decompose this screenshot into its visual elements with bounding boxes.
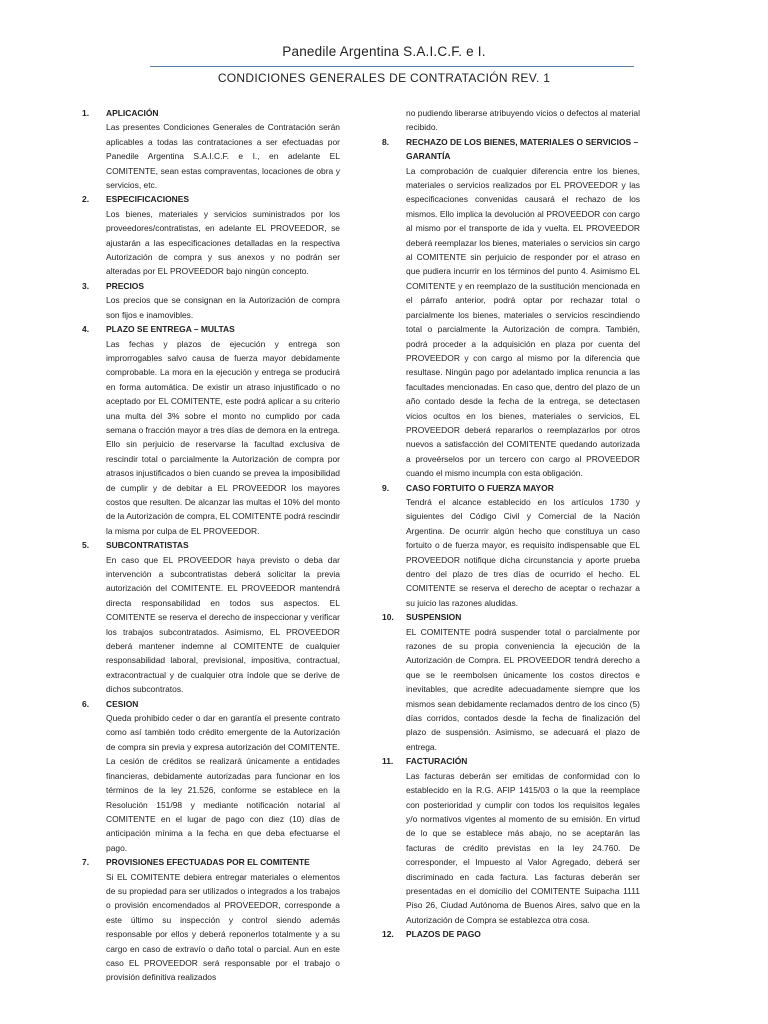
clause-title: FACTURACIÓN [406, 756, 468, 767]
clause-number: 12. [382, 929, 394, 940]
clause-number: 7. [82, 857, 90, 868]
clause-number: 10. [382, 612, 394, 623]
clause-5 [82, 538, 340, 696]
clause-title: PLAZO SE ENTREGA – MULTAS [106, 324, 235, 335]
clause-number: 11. [382, 756, 394, 767]
clause-number: 3. [82, 280, 90, 291]
clause-2 [82, 192, 340, 278]
clause-body: Las presentes Condiciones Generales de Contratación serán aplicables a todas las contrataciones a ser efectuadas por Panedile Argentina S.A.I.C.F. e I., en adelante EL COMITENTE, sean estas compraventas, locaciones de obra y servicios, etc. [106, 122, 340, 191]
clause-body: Queda prohibido ceder o dar en garantía el presente contrato como así también todo crédito emergente de la Autorización de compra sin previa y expresa autorización del COMITENTE. La cesión de créditos se realizará únicamente a entidades financieras, debidamente autorizadas para funcionar en los términos de la ley 21.526, conforme se establece en la Resolución 151/98 y mediante notificación notarial al COMITENTE en el lugar de pago con diez (10) días de anticipación mínima a la fecha en que deba efectuarse el pago. [106, 713, 340, 853]
clause-number: 6. [82, 698, 90, 709]
clause-body: Si EL COMITENTE debiera entregar materiales o elementos de su propiedad para ser utilizados o integrados a los trabajos o provisión encomendados al PROVEEDOR, corresponde a este último su inspección y control siendo además responsable por ellos y deberá reponerlos totalmente y a su cargo en caso de extravío o daño total o parcial. Aun en este caso EL PROVEEDOR será responsable por el trabajo o provisión definitiva realizados [106, 871, 340, 983]
clause-1 [82, 106, 340, 192]
clause-title: CESION [106, 698, 139, 709]
clause-11 [382, 754, 640, 927]
clause-body: La comprobación de cualquier diferencia entre los bienes, materiales o servicios realizados por EL PROVEEDOR y las especificaciones convenidas causará el rechazo de los mismos. Ello implica la devolución al PROVEEDOR con cargo al mismo por el transporte de ida y vuelta. EL PROVEEDOR deberá reemplazar los bienes, materiales o servicios sin cargo al COMITENTE sin perjuicio de responder por el atraso en que pudiera incurrir en los términos del punto 4. Asimismo EL COMITENTE y en reemplazo de la sustitución mencionada en el párrafo anterior, podrá optar por rechazar total o parcialmente los bienes, materiales o servicios rescindiendo total o parcialmente la Autorización de compra. También, podrá proceder a la adquisición en plaza por cuenta del PROVEEDOR y con cargo al mismo por la diferencia que resultase. Ningún pago por adelantado implica renuncia a las facultades mencionadas. En caso que, dentro del plazo de un año contado desde la fecha de la entrega, se detectasen vicios ocultos en los bienes, materiales o servicios, EL PROVEEDOR deberá repararlos o reemplazarlos por otros nuevos a satisfacción del COMITENTE quedando autorizada a proveérselos por un tercero con cargo al PROVEEDOR cuando el mismo incumpla con esta obligación. [406, 165, 640, 479]
company-name: Panedile Argentina S.A.I.C.F. e I. [282, 44, 486, 59]
clause-body: EL COMITENTE podrá suspender total o parcialmente por razones de su propia conveniencia la ejecución de la Autorización de Compra. EL PROVEEDOR tendrá derecho a que se le reembolsen únicamente los costos directos e inevitables, que acredite adecuadamente siempre que los mismos sean debidamente reclamados dentro de los cinco (5) días corridos, contados desde la fecha de finalización del plazo de suspensión. Asimismo, se adecuará el plazo de entrega. [406, 626, 640, 752]
clause-3 [82, 279, 340, 322]
clause-body: Tendrá el alcance establecido en los artículos 1730 y siguientes del Código Civil y Comercial de la Nación Argentina. De ocurrir algún hecho que constituya un caso fortuito o de fuerza mayor, es requisito indispensable que EL PROVEEDOR notifique dicha circunstancia y aporte prueba dentro del plazo de tres días de ocurrido el hecho. EL COMITENTE se reserva el derecho de aceptar o rechazar a su juicio las razones aludidas. [406, 496, 640, 608]
clause-7-continuation: no pudiendo liberarse atribuyendo vicios o defectos al material recibido. [406, 108, 640, 133]
clause-6 [82, 697, 340, 855]
clause-12 [382, 927, 640, 941]
clause-title: SUBCONTRATISTAS [106, 540, 189, 551]
clause-title: PROVISIONES EFECTUADAS POR EL COMITENTE [106, 857, 310, 868]
clause-10 [382, 610, 640, 754]
clause-body: Las fechas y plazos de ejecución y entrega son improrrogables salvo causa de fuerza mayor debidamente comprobable. La mora en la ejecución y entrega se producirá en forma automática. De existir un atraso injustificado o no aceptado por EL COMITENTE, este podrá aplicar a su criterio una multa del 3% sobre el monto no cumplido por cada semana o fracción mayor a tres días de demora en la entrega. Ello sin perjuicio de reservarse la facultad exclusiva de rescindir total o parcialmente la Autorización de compra por atrasos injustificados o bien cuando se prevea la imposibilidad de cumplir y de debitar a EL PROVEEDOR los mayores costos que resulten. De alcanzar las multas el 10% del monto de la Autorización de compra, EL COMITENTE podrá rescindir la misma por culpa de EL PROVEEDOR. [106, 338, 340, 536]
clause-8 [382, 135, 640, 481]
clause-7 [82, 855, 340, 985]
clause-number: 8. [382, 136, 390, 147]
clause-body: Los bienes, materiales y servicios suministrados por los proveedores/contratistas, en adelante EL PROVEEDOR, se ajustarán a las especificaciones detalladas en la respectiva Autorización de compra y sus anexos y no podrán ser alteradas por EL PROVEEDOR bajo ningún concepto. [106, 208, 340, 277]
document-title: CONDICIONES GENERALES DE CONTRATACIÓN REV. 1 [217, 71, 551, 85]
clause-body: Los precios que se consignan en la Autorización de compra son fijos e inamovibles. [106, 295, 340, 320]
clause-title: APLICACIÓN [106, 108, 159, 118]
clause-title: SUSPENSION [406, 612, 462, 623]
clause-number: 4. [82, 324, 90, 335]
clause-title: ESPECIFICACIONES [106, 194, 189, 205]
right-column [382, 106, 640, 942]
clause-9 [382, 481, 640, 611]
left-column [82, 106, 340, 985]
clause-body: Las facturas deberán ser emitidas de conformidad con lo establecido en la R.G. AFIP 1415/03 o la que la reemplace con posterioridad y cumplir con todos los requisitos legales y/o normativos vigentes al momento de su emisión. En virtud de lo que se establece más abajo, no se aceptarán las facturas de crédito previstas en la ley 24.760. De corresponder, el Impuesto al Valor Agregado, deberá ser discriminado en cada factura. Las facturas deberán ser presentadas en el domicilio del COMITENTE Suipacha 1111 Piso 26, Ciudad Autónoma de Buenos Aires, salvo que en la Autorización de Compra se establezca otra cosa. [406, 770, 640, 925]
clause-number: 1. [82, 108, 90, 118]
clause-title: PLAZOS DE PAGO [406, 929, 481, 940]
clause-body: En caso que EL PROVEEDOR haya previsto o deba dar intervención a subcontratistas deberá solicitar la previa autorización del COMITENTE. EL PROVEEDOR mantendrá directa responsabilidad en todos sus aspectos. EL COMITENTE se reserva el derecho de inspeccionar y verificar los trabajos subcontratados. Asimismo, EL PROVEEDOR deberá mantener indemne al COMITENTE de cualquier responsabilidad laboral, previsional, impositiva, contractual, extracontractual y de cualquier otra índole que se derive de dichos subcontratos. [106, 554, 340, 695]
header-divider [150, 66, 634, 67]
document-header [0, 44, 768, 59]
clause-number: 9. [382, 482, 390, 493]
clause-title: CASO FORTUITO O FUERZA MAYOR [406, 482, 554, 493]
clause-number: 5. [82, 540, 90, 551]
clause-title: PRECIOS [106, 280, 144, 291]
clause-4 [82, 322, 340, 538]
clause-number: 2. [82, 194, 90, 205]
clause-title: RECHAZO DE LOS BIENES, MATERIALES O SERVICIOS – GARANTÍA [406, 136, 639, 162]
